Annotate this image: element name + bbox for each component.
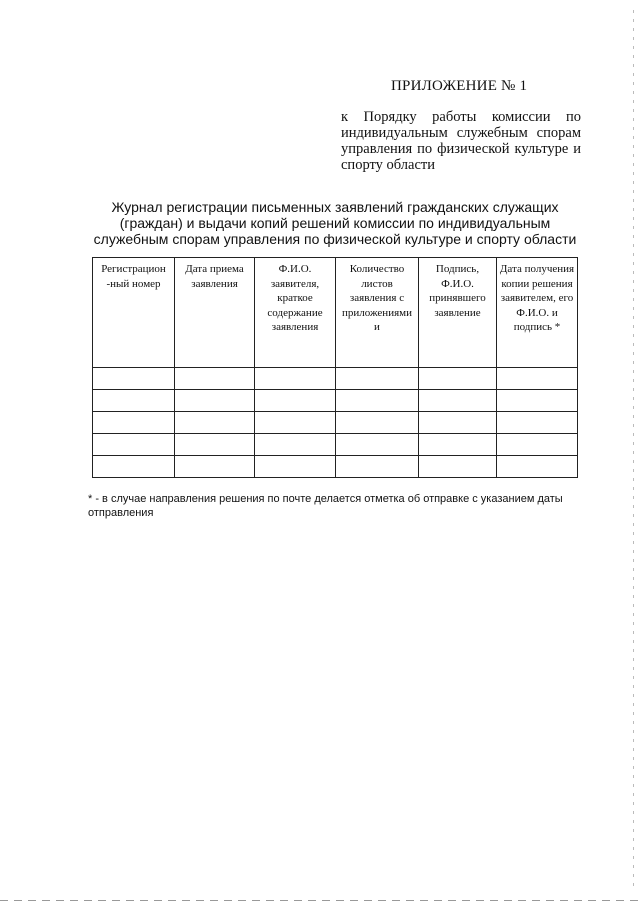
table-cell (336, 412, 419, 434)
table-cell (93, 412, 175, 434)
table-cell (336, 368, 419, 390)
table-header-row (93, 258, 578, 368)
table-cell (419, 412, 497, 434)
table-cell (175, 390, 255, 412)
column-header-sheet-count: Количество листов заявления с приложениями и (336, 258, 419, 368)
table-row (93, 390, 578, 412)
table-cell (497, 412, 578, 434)
table-body (93, 368, 578, 478)
table-cell (255, 434, 336, 456)
table-cell (419, 434, 497, 456)
table-cell (175, 456, 255, 478)
table-cell (93, 368, 175, 390)
column-header-reg-number: Регистрацион -ный номер (93, 258, 175, 368)
table-cell (93, 390, 175, 412)
table-cell (419, 368, 497, 390)
table-cell (336, 456, 419, 478)
table-cell (497, 368, 578, 390)
column-header-applicant: Ф.И.О. заявителя, краткое содержание заявления (255, 258, 336, 368)
table-row (93, 434, 578, 456)
table-cell (419, 456, 497, 478)
table-cell (497, 456, 578, 478)
column-header-receiver-signature: Подпись, Ф.И.О. принявшего заявление (419, 258, 497, 368)
table-cell (255, 412, 336, 434)
table-cell (175, 434, 255, 456)
table-cell (255, 390, 336, 412)
scan-edge-artifact (633, 10, 634, 890)
appendix-title: ПРИЛОЖЕНИЕ № 1 (391, 78, 528, 94)
table-cell (419, 390, 497, 412)
scan-bottom-artifact (0, 900, 640, 901)
table-cell (175, 412, 255, 434)
table-row (93, 412, 578, 434)
table-cell (175, 368, 255, 390)
journal-table (92, 257, 578, 478)
table-cell (93, 434, 175, 456)
journal-title: Журнал регистрации письменных заявлений гражданских служащих (граждан) и выдачи копий решений комиссии по индивидуальным служебным спорам управления по физической культуре и спорту области (93, 199, 577, 247)
column-header-decision-receipt: Дата получения копии решения заявителем, его Ф.И.О. и подпись * (497, 258, 578, 368)
table-cell (497, 390, 578, 412)
appendix-subtitle: к Порядку работы комиссии по индивидуальным служебным спорам управления по физической культуре и спорту области (341, 109, 581, 173)
table-row (93, 456, 578, 478)
table-cell (93, 456, 175, 478)
table-cell (336, 434, 419, 456)
footnote: * - в случае направления решения по почте делается отметка об отправке с указанием даты отправления (88, 493, 563, 519)
table-cell (255, 456, 336, 478)
table-cell (497, 434, 578, 456)
table-cell (336, 390, 419, 412)
column-header-receipt-date: Дата приема заявления (175, 258, 255, 368)
table-row (93, 368, 578, 390)
table-cell (255, 368, 336, 390)
